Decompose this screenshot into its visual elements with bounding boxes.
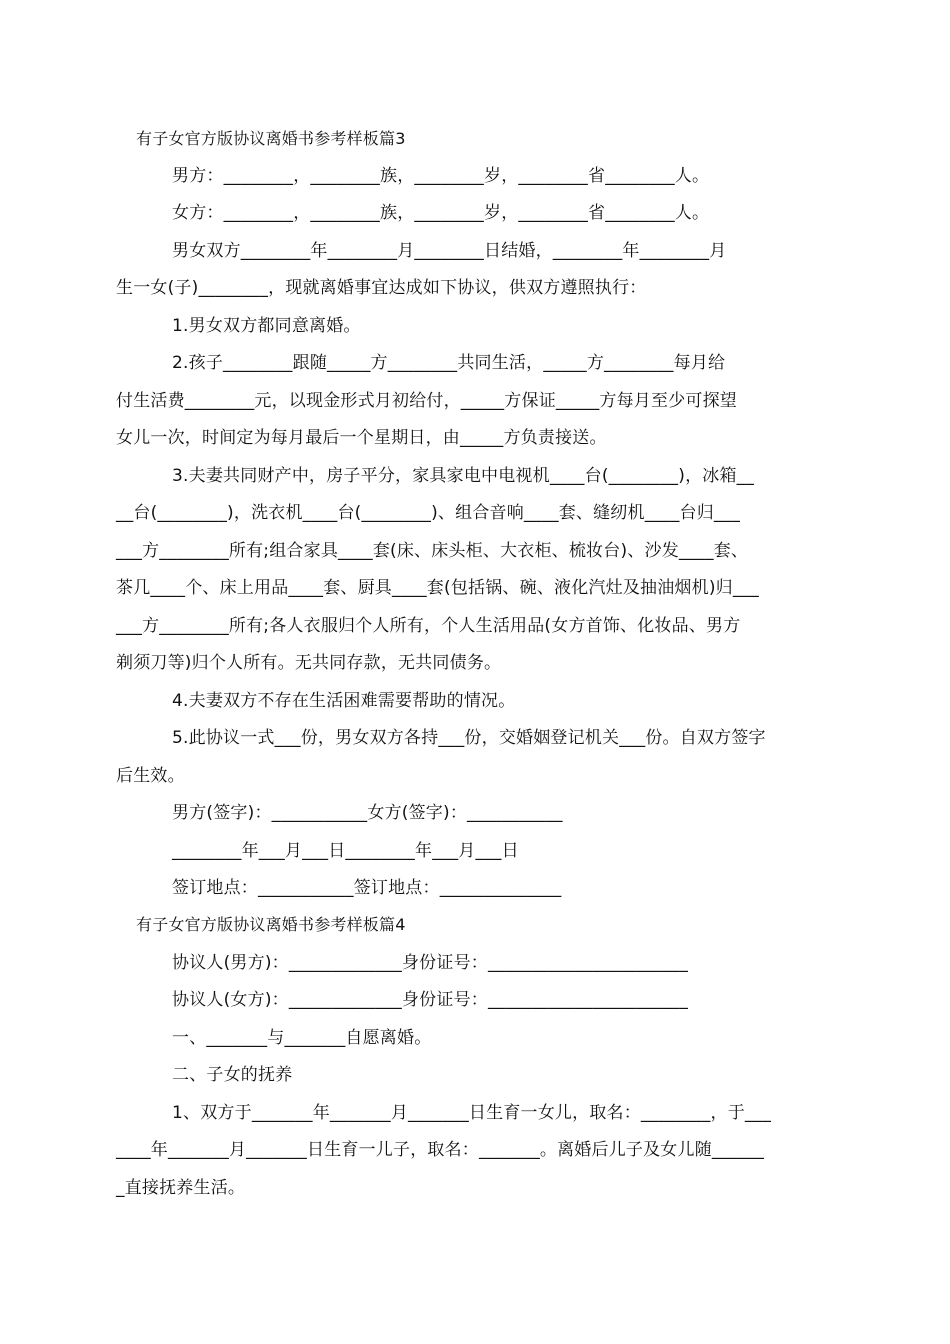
section-4-title: 有子女官方版协议离婚书参考样板篇4 <box>136 915 406 934</box>
signature-line: 男方(签字)：___________女方(签字)：___________ <box>172 803 563 823</box>
paragraph-line: 生一女(子)________，现就离婚事宜达成如下协议，供双方遵照执行： <box>116 278 647 298</box>
paragraph-line: _直接抚养生活。 <box>116 1178 246 1198</box>
paragraph-line: __台(________)，洗衣机____台(________)、组合音响____套、缝纫机____台归___ <box>116 503 741 523</box>
clause-1: 1.男女双方都同意离婚。 <box>172 316 361 336</box>
male-party-line: 男方：________，________族，________岁，________省________人。 <box>172 166 710 186</box>
clause-3: 3.夫妻共同财产中，房子平分，家具家电中电视机____台(________)，冰箱__ <box>172 466 755 486</box>
party-male-id-line: 协议人(男方)：_____________身份证号：_______________________ <box>172 953 689 973</box>
clause-5: 5.此协议一式___份，男女双方各持___份，交婚姻登记机关___份。自双方签字 <box>172 728 766 748</box>
clause-4: 4.夫妻双方不存在生活困难需要帮助的情况。 <box>172 691 516 711</box>
paragraph-line: 剃须刀等)归个人所有。无共同存款，无共同债务。 <box>116 653 502 673</box>
signature-date-line: ________年___月___日________年___月___日 <box>172 841 519 861</box>
paragraph-line: ___方________所有;各人衣服归个人所有，个人生活用品(女方首饰、化妆品、男方 <box>116 616 741 636</box>
paragraph-line: ____年_______月_______日生育一儿子，取名：_______。离婚后儿子及女儿随______ <box>116 1140 765 1160</box>
paragraph-line: ___方________所有;组合家具____套(床、床头柜、大衣柜、梳妆台)、沙发____套、 <box>116 541 749 561</box>
female-party-line: 女方：________，________族，________岁，________省________人。 <box>172 203 710 223</box>
section-3-title: 有子女官方版协议离婚书参考样板篇3 <box>136 129 406 148</box>
paragraph-line: 茶几____个、床上用品____套、厨具____套(包括锅、碗、液化汽灶及抽油烟机)归___ <box>116 578 759 598</box>
signing-place-line: 签订地点：___________签订地点：______________ <box>172 878 562 898</box>
paragraph-line: 后生效。 <box>116 766 185 786</box>
paragraph-line: 付生活费________元，以现金形式月初给付，_____方保证_____方每月至少可探望 <box>116 391 737 411</box>
paragraph-line: 女儿一次，时间定为每月最后一个星期日，由_____方负责接送。 <box>116 428 607 448</box>
child-custody-heading: 二、子女的抚养 <box>172 1065 293 1085</box>
clause-2: 2.孩子________跟随_____方________共同生活，_____方________每月给 <box>172 353 726 373</box>
marriage-date-line: 男女双方________年________月________日结婚，________年________月 <box>172 241 727 261</box>
child-custody-clause-1: 1、双方于_______年_______月_______日生育一女儿，取名：________，于___ <box>172 1103 772 1123</box>
voluntary-divorce-clause: 一、_______与_______自愿离婚。 <box>172 1028 432 1048</box>
party-female-id-line: 协议人(女方)：_____________身份证号：_______________________ <box>172 990 689 1010</box>
